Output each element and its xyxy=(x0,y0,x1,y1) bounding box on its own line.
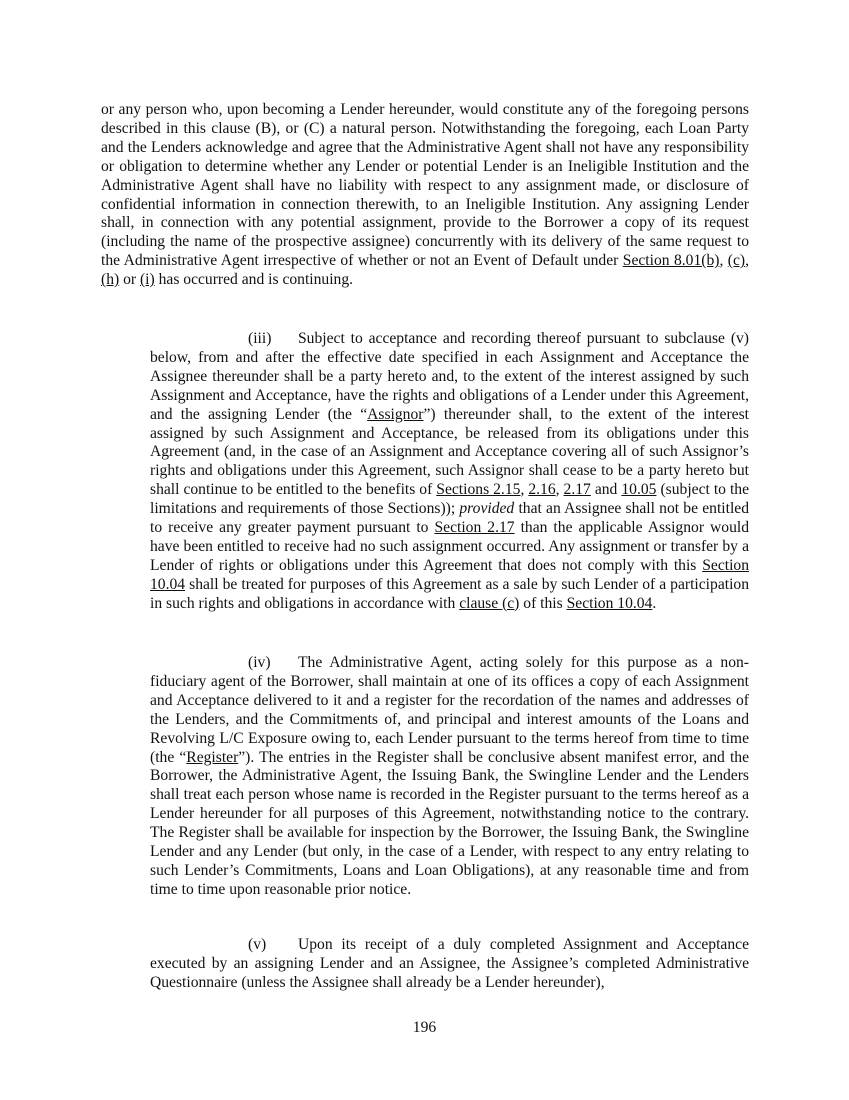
defined-term: Register xyxy=(186,748,239,766)
text: Subject to acceptance and recording thereof pursuant to subclause (v) below, from and after the effective date specified in each Assignment and Acceptance the Assignee thereunder shall be a party hereto and, to the extent of the interest assigned by such Assignment and Acceptance, have the rights and obligations of a Lender under this Agreement, and the assigning Lender (the “ xyxy=(150,330,749,423)
text: The Administrative Agent, acting solely for this purpose as a non-fiduciary agent of the Borrower, shall maintain at one of its offices a copy of each Assignment and Acceptance delivered to it and a register for the recordation of the names and addresses of the Lenders, and the Commitments of, and principal and interest amounts of the Loans and Revolving L/C Exposure owing to, each Lender pursuant to the terms hereof from time to time (the “ xyxy=(150,654,749,766)
defined-term: Assignor xyxy=(367,405,424,423)
text: that an Assignee shall not be entitled to receive any greater payment pursuant to xyxy=(150,500,749,537)
text: shall be treated for purposes of this Agreement as a sale by such Lender of a participation in such rights and obligations in accordance with xyxy=(150,575,749,612)
paragraph-iv xyxy=(150,654,749,900)
text: ”) thereunder shall, to the extent of the interest assigned by such Assignment and Acceptance, be released from its obligations under this Agreement (and, in the case of an Assignment and Acceptance covering all of such Assignor’s rights and obligations under this Agreement, such Assignor shall cease to be a party hereto but shall continue to be entitled to the benefits of xyxy=(150,405,749,499)
text: or any person who, upon becoming a Lender hereunder, would constitute any of the foregoing persons described in this clause (B), or (C) a natural person. Notwithstanding the foregoing, each Loan Party and the Lenders acknowledge and agree that the Administrative Agent shall not have any responsibility or obligation to determine whether any Lender or potential Lender is an Ineligible Institution and the Administrative Agent shall have no liability with respect to any assignment made, or disclosure of confidential information in connection therewith, to an Ineligible Institution. Any assigning Lender shall, in connection with any potential assignment, provide to the Borrower a copy of its request (including the name of the prospective assignee) concurrently with its delivery of the same request to the Administrative Agent irrespective of whether or not an Event of Default under xyxy=(101,101,749,270)
section-reference: 2.16 xyxy=(528,481,556,499)
text: than the applicable Assignor would have been entitled to receive had no such assignment occurred. Any assignment or transfer by a Lender of rights or obligations under this Agreement that does not comply with this xyxy=(150,519,750,574)
paragraph-continuation xyxy=(101,101,749,290)
section-reference: clause (c) xyxy=(459,594,520,612)
page-number: 196 xyxy=(412,1019,437,1036)
paragraph-iii xyxy=(150,330,749,614)
section-reference: Section 2.17 xyxy=(434,519,515,537)
section-reference: (i) xyxy=(139,271,155,289)
text: has occurred and is continuing. xyxy=(154,271,354,289)
text: of this xyxy=(519,594,567,612)
section-reference: (c) xyxy=(727,252,746,270)
italic-term: provided xyxy=(459,500,515,518)
text: , xyxy=(719,252,728,270)
section-reference: 2.17 xyxy=(563,481,591,499)
section-reference: Section 10.04 xyxy=(150,556,749,593)
section-reference: Section 10.04 xyxy=(566,594,653,612)
section-reference: (h) xyxy=(101,271,120,289)
section-reference: Section 8.01(b) xyxy=(622,252,720,270)
text: , xyxy=(745,252,749,270)
text: ”). The entries in the Register shall be conclusive absent manifest error, and the Borrower, the Administrative Agent, the Issuing Bank, the Swingline Lender and the Lenders shall treat each person whose name is recorded in the Register pursuant to the terms hereof as a Lender hereunder for all purposes of this Agreement, notwithstanding notice to the contrary. The Register shall be available for inspection by the Borrower, the Issuing Bank, the Swingline Lender and any Lender (but only, in the case of a Lender, with respect to any entry relating to such Lender’s Commitments, Loans and Loan Obligations), at any reasonable time and from time to time upon reasonable prior notice. xyxy=(150,748,749,898)
text: or xyxy=(119,271,140,289)
section-reference: 10.05 xyxy=(621,481,657,499)
paragraph-v xyxy=(150,936,749,993)
text: and xyxy=(590,481,622,499)
clause-number: (iii) xyxy=(248,330,272,347)
text: Upon its receipt of a duly completed Assignment and Acceptance executed by an assigning Lender and an Assignee, the Assignee’s completed Administrative Questionnaire (unless the Assignee shall already be a Lender hereunder), xyxy=(150,936,749,991)
section-reference: Sections 2.15 xyxy=(436,481,521,499)
clause-number: (v) xyxy=(248,936,267,953)
clause-number: (iv) xyxy=(248,654,271,671)
text: (subject to the limitations and requirements of those Sections)); xyxy=(150,481,750,518)
text: , xyxy=(555,481,564,499)
text: . xyxy=(652,594,657,612)
text: , xyxy=(520,481,529,499)
